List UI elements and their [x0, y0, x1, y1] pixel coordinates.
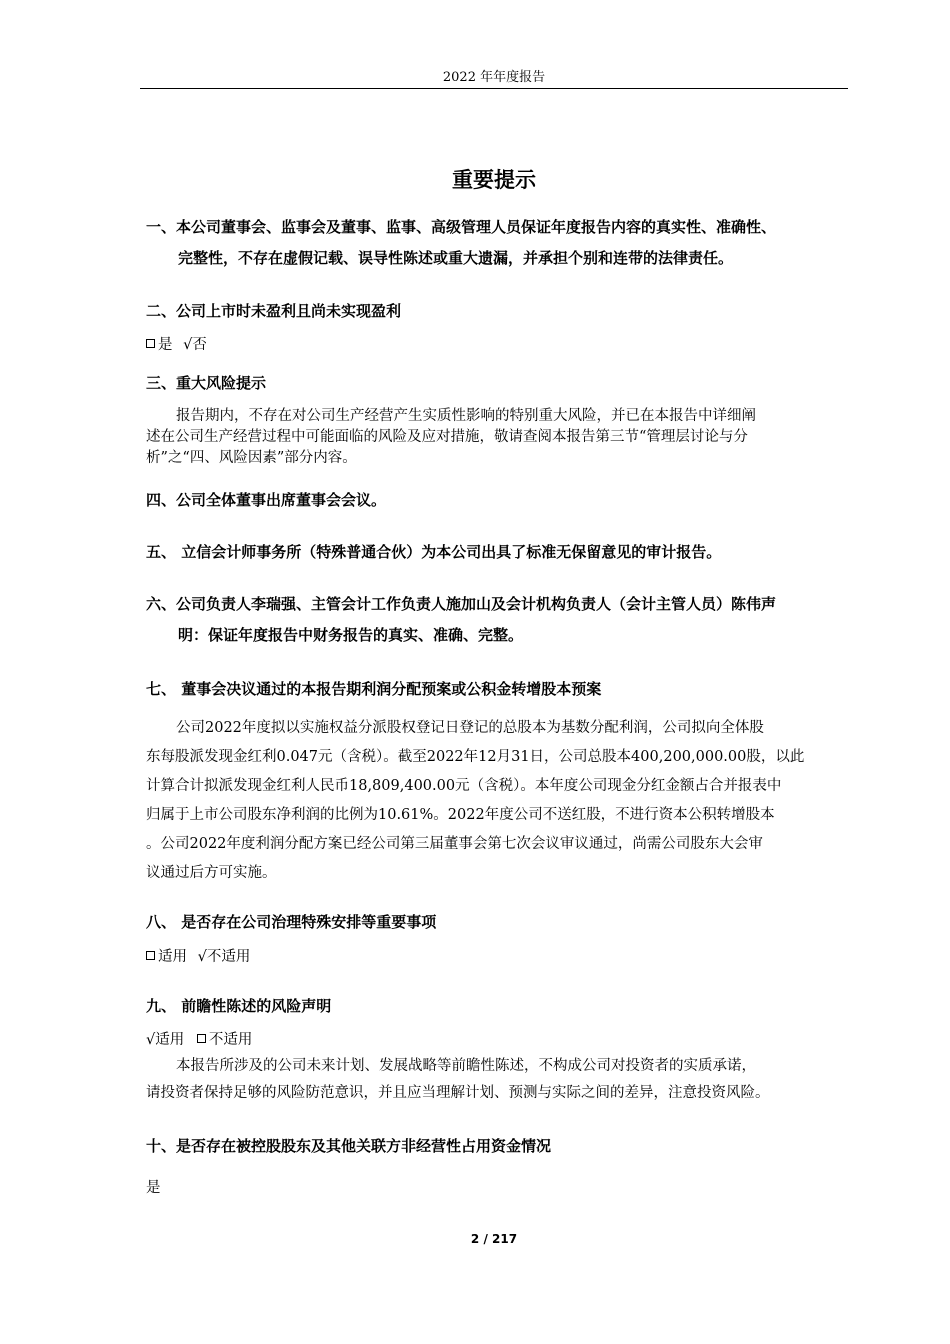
- section-3-line-1: 报告期内，不存在对公司生产经营产生实质性影响的特别重大风险，并已在本报告中详细阐: [176, 408, 756, 424]
- section-7-line-2: 东每股派发现金红利0.047元（含税）。截至2022年12月31日，公司总股本400,200,000.00股，以此: [146, 749, 805, 765]
- section-6: [146, 589, 850, 651]
- section-7-line-1: 公司2022年度拟以实施权益分派股权登记日登记的总股本为基数分配利润，公司拟向全体股: [176, 720, 764, 736]
- section-9-line-1: 本报告所涉及的公司未来计划、发展战略等前瞻性陈述，不构成公司对投资者的实质承诺，: [176, 1058, 756, 1074]
- section-8-options: [146, 945, 250, 966]
- section-4-heading: 四、公司全体董事出席董事会会议。: [146, 491, 387, 509]
- section-6-line-1: 六、公司负责人李瑞强、主管会计工作负责人施加山及会计机构负责人（会计主管人员）陈伟声: [146, 595, 777, 613]
- section-5-heading: 五、 立信会计师事务所（特殊普通合伙）为本公司出具了标准无保留意见的审计报告。: [146, 543, 722, 561]
- checkbox-empty-icon: [197, 1034, 206, 1043]
- section-9-heading: 九、 前瞻性陈述的风险声明: [146, 997, 332, 1015]
- option-applicable: 适用: [158, 949, 187, 965]
- option-not-applicable: 不适用: [208, 1032, 253, 1048]
- section-7-line-4: 归属于上市公司股东净利润的比例为10.61%。2022年度公司不送红股，不进行资本公积转增股本: [146, 807, 775, 823]
- option-applicable: √适用: [146, 1032, 185, 1048]
- section-3-body: [146, 406, 850, 469]
- checkbox-empty-icon: [146, 951, 155, 960]
- page-header: 2022 年年度报告: [442, 70, 546, 85]
- option-yes: 是: [158, 337, 173, 353]
- section-7-line-5: 。公司2022年度利润分配方案已经公司第三届董事会第七次会议审议通过，尚需公司股东大会审: [146, 836, 763, 852]
- section-7-line-3: 计算合计拟派发现金红利人民币18,809,400.00元（含税）。本年度公司现金分红金额占合并报表中: [146, 778, 782, 794]
- section-9-line-2: 请投资者保持足够的风险防范意识，并且应当理解计划、预测与实际之间的差异，注意投资风险。: [146, 1085, 770, 1101]
- section-6-line-2: 明：保证年度报告中财务报告的真实、准确、完整。: [178, 626, 524, 644]
- option-no: √否: [183, 337, 207, 353]
- header-divider: [140, 88, 848, 89]
- page-number: 2 / 217: [470, 1232, 518, 1246]
- section-9-body: [146, 1053, 850, 1107]
- section-2-options: [146, 333, 207, 354]
- checkbox-empty-icon: [146, 339, 155, 348]
- section-7-heading: 七、 董事会决议通过的本报告期利润分配预案或公积金转增股本预案: [146, 680, 602, 698]
- section-3-line-3: 析”之“四、风险因素”部分内容。: [146, 450, 357, 466]
- section-7-line-6: 议通过后方可实施。: [146, 865, 277, 881]
- section-10-heading: 十、是否存在被控股股东及其他关联方非经营性占用资金情况: [146, 1137, 552, 1155]
- section-1: [146, 212, 850, 274]
- section-3-line-2: 述在公司生产经营过程中可能面临的风险及应对措施，敬请查阅本报告第三节“管理层讨论与分: [146, 429, 748, 445]
- section-8-heading: 八、 是否存在公司治理特殊安排等重要事项: [146, 913, 437, 931]
- option-not-applicable: √不适用: [197, 949, 251, 965]
- section-3-heading: 三、重大风险提示: [146, 374, 267, 392]
- section-1-line-2: 完整性，不存在虚假记载、误导性陈述或重大遗漏，并承担个别和连带的法律责任。: [178, 249, 734, 267]
- section-7-body: [146, 714, 850, 888]
- page-title: 重要提示: [452, 168, 536, 192]
- section-2-heading: 二、公司上市时未盈利且尚未实现盈利: [146, 302, 402, 320]
- section-1-line-1: 一、本公司董事会、监事会及董事、监事、高级管理人员保证年度报告内容的真实性、准确性、: [146, 218, 777, 236]
- section-10-answer: 是: [146, 1180, 161, 1196]
- section-9-options: [146, 1028, 252, 1049]
